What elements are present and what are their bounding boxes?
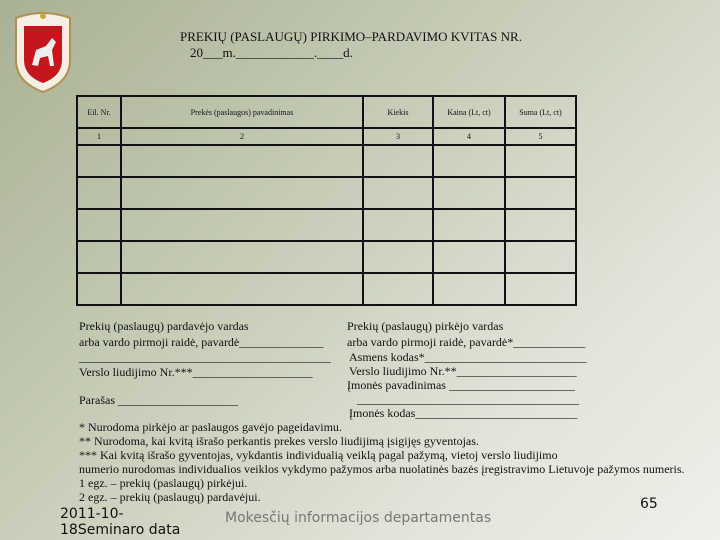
table-row	[77, 145, 576, 177]
footer-seminar-date: 18Seminaro data	[60, 522, 181, 538]
header-price: Kaina (Lt, ct)	[433, 96, 505, 128]
page-number: 65	[640, 496, 658, 512]
buyer-line: Verslo liudijimo Nr.**____________________	[349, 364, 577, 378]
header-name: Prekės (paslaugos) pavadinimas	[121, 96, 363, 128]
note: numerio nurodomas individualios veiklos vykdymo pažymos arba nuolatinės bazės įregistravimo Lietuvoje pažymos numeris.	[79, 462, 685, 476]
note: *** Kai kvitą išrašo gyventojas, vykdantis individualią veiklą pagal pažymą, vietoj verslo liudijimo	[79, 448, 558, 462]
col-number: 1	[77, 128, 121, 145]
footer-date: 2011-10-	[60, 506, 124, 522]
note: ** Nurodoma, kai kvitą išrašo perkantis prekes verslo liudijimą įsigijęs gyventojas.	[79, 434, 479, 448]
seller-line: __________________________________________	[79, 350, 331, 364]
table-row	[77, 209, 576, 241]
seller-signature: Parašas ____________________	[79, 393, 238, 407]
note: 2 egz. – prekių (paslaugų) pardavėjui.	[79, 490, 261, 504]
table-row	[77, 241, 576, 273]
coat-of-arms-logo	[12, 10, 74, 94]
buyer-line: arba vardo pirmoji raidė, pavardė*____________	[347, 335, 586, 349]
buyer-line: _____________________________________	[357, 392, 579, 406]
buyer-line: Įmonės pavadinimas _____________________	[347, 378, 575, 392]
table-row	[77, 273, 576, 305]
header-nr: Eil. Nr.	[77, 96, 121, 128]
header-sum: Suma (Lt, ct)	[505, 96, 576, 128]
seller-line: arba vardo pirmoji raidė, pavardė______________	[79, 335, 324, 349]
table-row	[77, 177, 576, 209]
note: * Nurodoma pirkėjo ar paslaugos gavėjo pageidavimu.	[79, 420, 342, 434]
buyer-line: Įmonės kodas___________________________	[349, 406, 578, 420]
buyer-line: Asmens kodas*___________________________	[349, 350, 587, 364]
note: 1 egz. – prekių (paslaugų) pirkėjui.	[79, 476, 248, 490]
items-table	[76, 95, 577, 306]
col-number: 2	[121, 128, 363, 145]
footer-organization: Mokesčių informacijos departamentas	[225, 510, 492, 526]
date-line: 20___m.____________.____d.	[190, 45, 353, 60]
receipt-title: PREKIŲ (PASLAUGŲ) PIRKIMO–PARDAVIMO KVITAS NR.	[180, 29, 522, 44]
buyer-line: Prekių (paslaugų) pirkėjo vardas	[347, 319, 504, 333]
col-number: 5	[505, 128, 576, 145]
seller-line: Prekių (paslaugų) pardavėjo vardas	[79, 319, 249, 333]
col-number: 4	[433, 128, 505, 145]
seller-line: Verslo liudijimo Nr.***____________________	[79, 365, 313, 379]
col-number: 3	[363, 128, 433, 145]
header-qty: Kiekis	[363, 96, 433, 128]
